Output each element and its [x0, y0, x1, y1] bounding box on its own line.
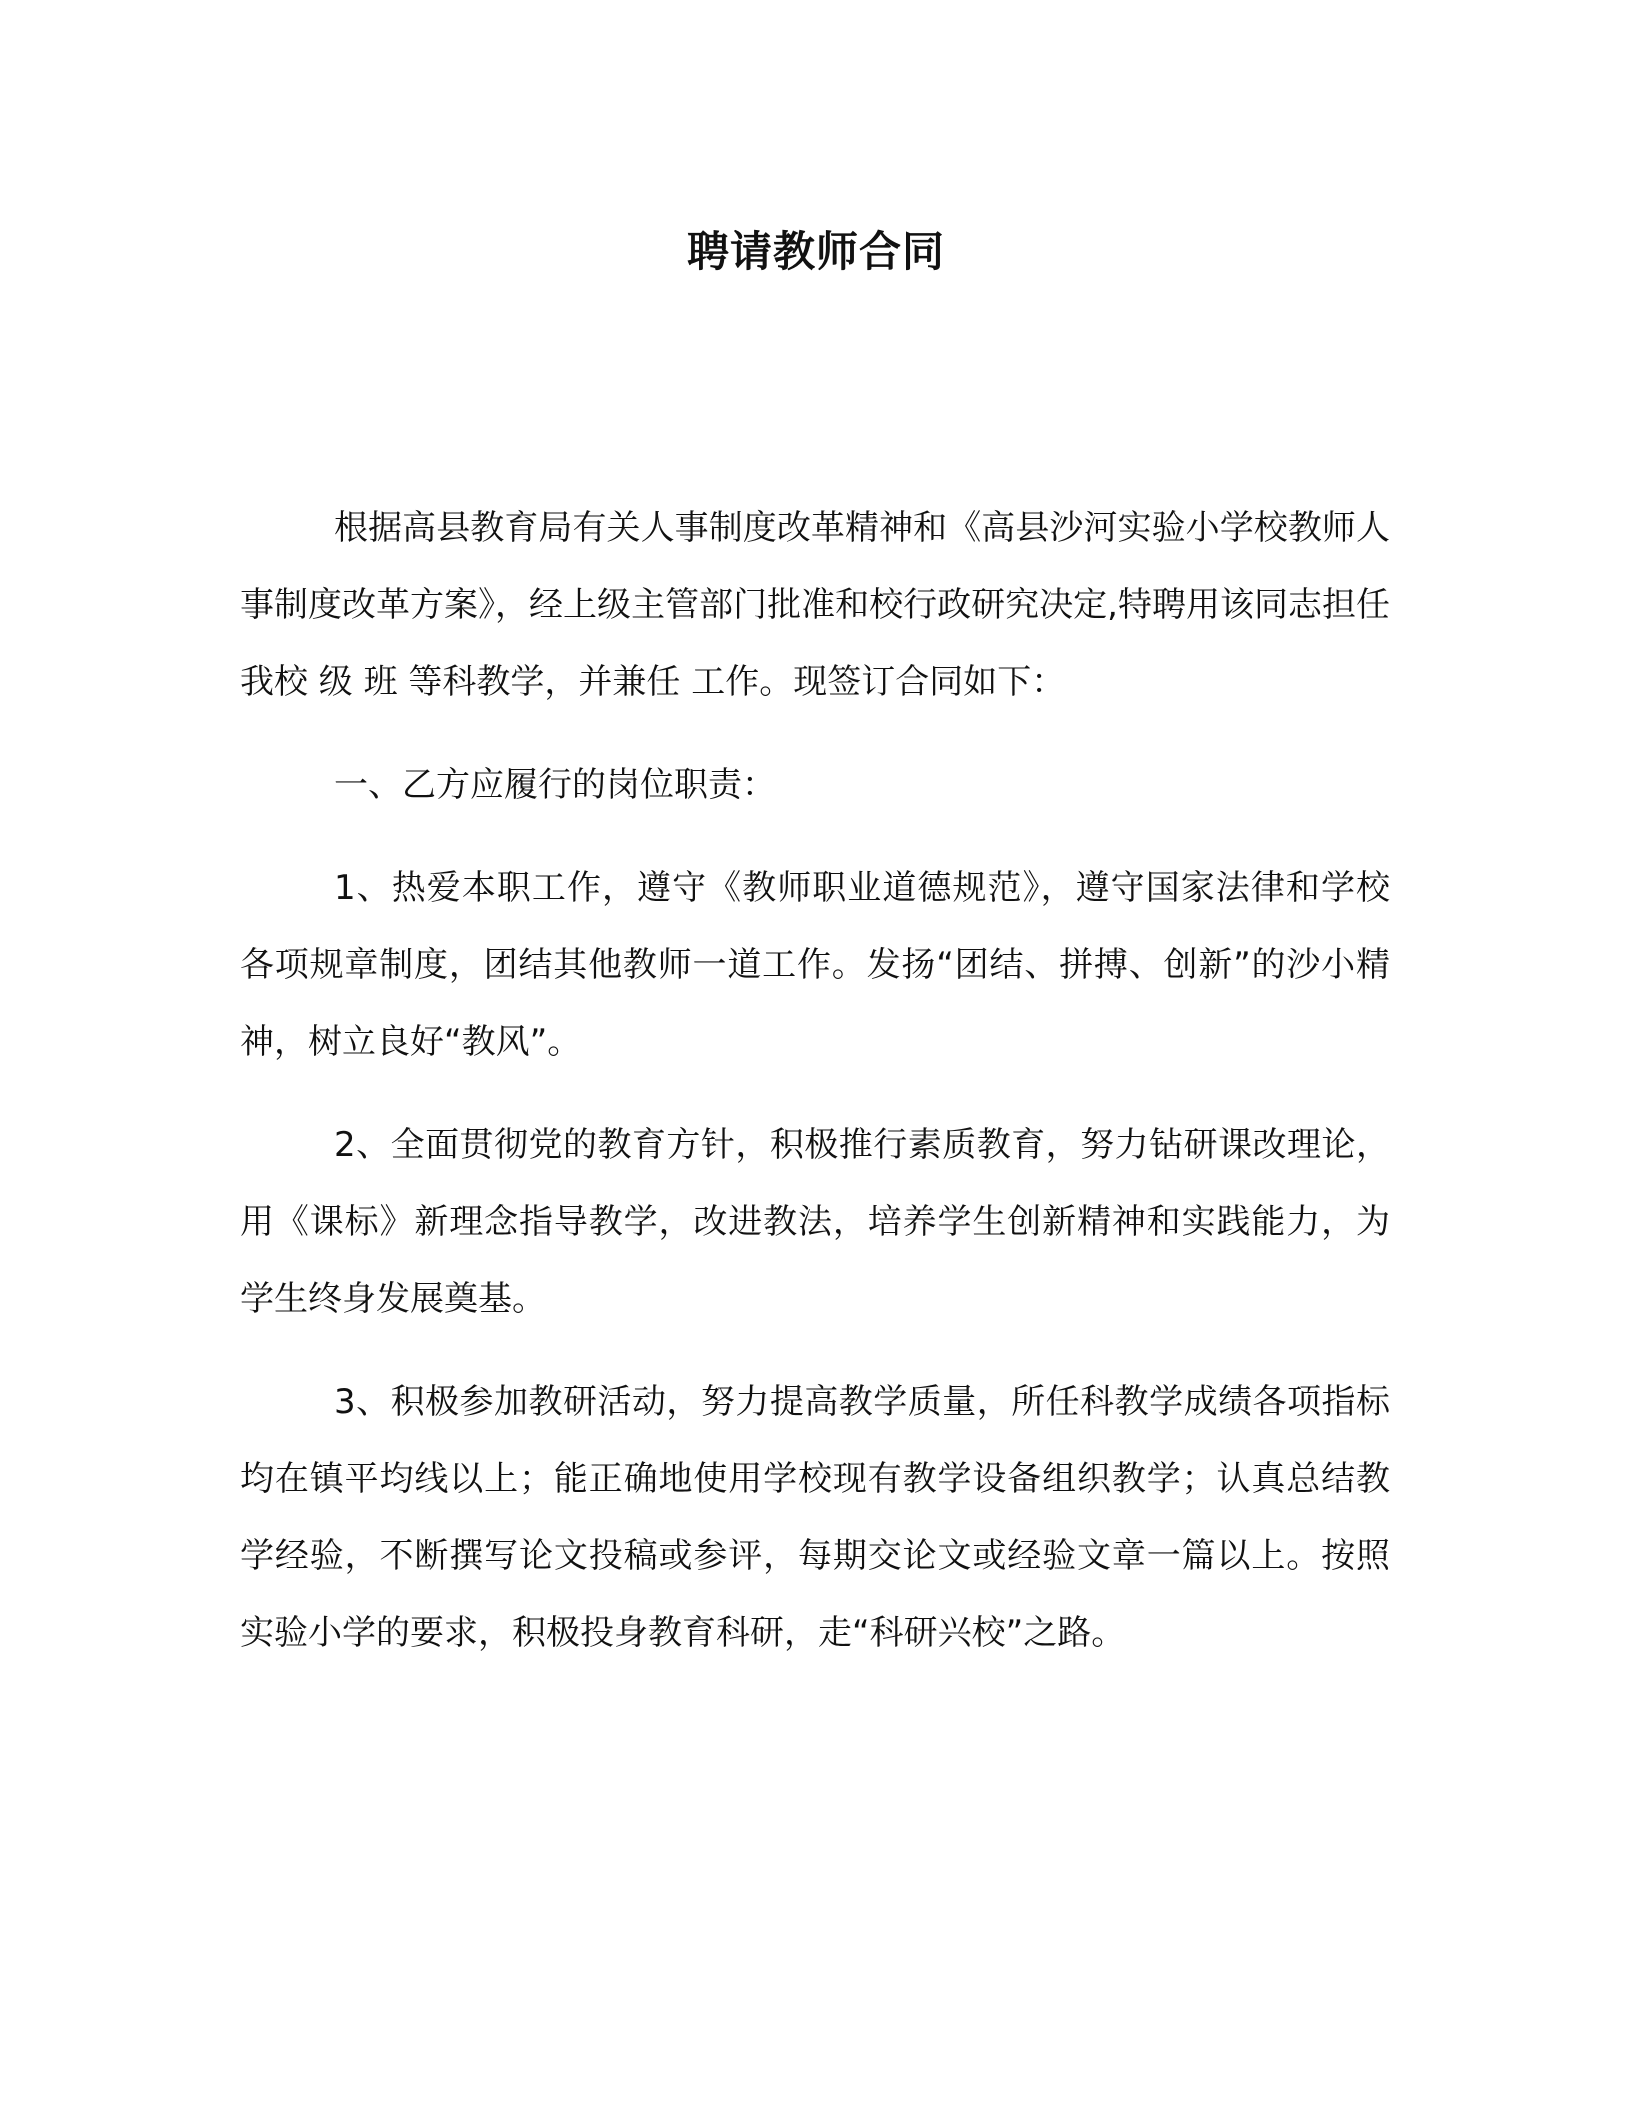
clause-3-paragraph: 3、积极参加教研活动，努力提高教学质量，所任科教学成绩各项指标均在镇平均线以上；能正确地使用学校现有教学设备组织教学；认真总结教学经验，不断撰写论文投稿或参评，每期交论文或经验文章一篇以上。按照实验小学的要求，积极投身教育科研，走“科研兴校”之路。	[240, 1382, 1390, 1653]
intro-paragraph: 根据高县教育局有关人事制度改革精神和《高县沙河实验小学校教师人事制度改革方案》，经上级主管部门批准和校行政研究决定,特聘用该同志担任我校 级 班 等科教学，并兼任 工作。现签订合同如下：	[240, 508, 1390, 702]
clause-2-paragraph: 2、全面贯彻党的教育方针，积极推行素质教育，努力钻研课改理论，用《课标》新理念指导教学，改进教法，培养学生创新精神和实践能力，为学生终身发展奠基。	[240, 1125, 1390, 1319]
clause-1-paragraph: 1、热爱本职工作，遵守《教师职业道德规范》，遵守国家法律和学校各项规章制度，团结其他教师一道工作。发扬“团结、拼搏、创新”的沙小精神，树立良好“教风”。	[240, 868, 1390, 1062]
document-body	[240, 490, 1390, 1698]
document-title: 聘请教师合同	[686, 227, 945, 276]
section-heading: 一、乙方应履行的岗位职责：	[334, 765, 776, 805]
